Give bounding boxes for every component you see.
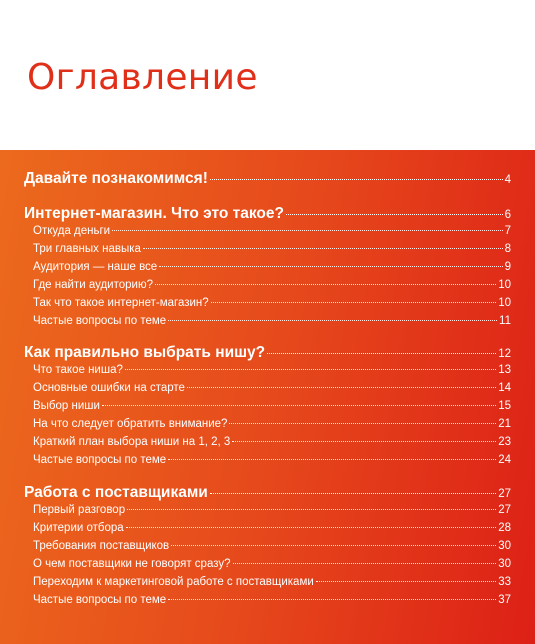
toc-page-number: 6 xyxy=(504,209,511,221)
dotted-leader xyxy=(125,369,496,370)
dotted-leader xyxy=(168,459,496,460)
toc-item-label: Что такое ниша? xyxy=(33,364,123,376)
toc-item-label: Основные ошибки на старте xyxy=(33,382,185,394)
toc-page-number: 9 xyxy=(504,261,511,273)
toc-item[interactable] xyxy=(33,400,511,412)
dotted-leader xyxy=(112,230,502,231)
toc-item-label: Первый разговор xyxy=(33,504,126,516)
toc-section-2[interactable] xyxy=(24,205,511,223)
toc-section-1[interactable] xyxy=(24,170,511,188)
toc-item[interactable] xyxy=(33,418,511,430)
dotted-leader xyxy=(210,179,503,180)
toc-section-title: Интернет-магазин. Что это такое? xyxy=(24,205,284,222)
toc-item[interactable] xyxy=(33,243,511,255)
dotted-leader xyxy=(127,509,496,510)
toc-page-number: 28 xyxy=(498,522,511,534)
dotted-leader xyxy=(143,248,503,249)
title-area xyxy=(0,0,535,150)
toc-item[interactable] xyxy=(33,522,511,534)
dotted-leader xyxy=(229,423,496,424)
toc-page-number: 15 xyxy=(498,400,511,412)
toc-item[interactable] xyxy=(33,576,511,588)
dotted-leader xyxy=(233,563,497,564)
toc-page-number: 11 xyxy=(499,315,511,327)
dotted-leader xyxy=(168,599,496,600)
toc-item[interactable] xyxy=(33,558,511,570)
toc-section-title: Давайте познакомимся! xyxy=(24,170,208,187)
toc-section-title: Как правильно выбрать нишу? xyxy=(24,344,266,361)
dotted-leader xyxy=(155,284,496,285)
page-title: Оглавление xyxy=(27,57,258,98)
toc-page-number: 33 xyxy=(498,576,511,588)
toc-page-number: 8 xyxy=(504,243,511,255)
toc-section-3[interactable] xyxy=(24,344,511,362)
toc-item-label: Частые вопросы по теме xyxy=(33,454,167,466)
toc-item-label: Три главных навыка xyxy=(33,243,141,255)
toc-item[interactable] xyxy=(33,261,511,273)
toc-page-number: 24 xyxy=(498,454,511,466)
dotted-leader xyxy=(187,387,496,388)
dotted-leader xyxy=(267,353,496,354)
toc-page-number: 21 xyxy=(498,418,511,430)
toc-item-label: Краткий план выбора ниши на 1, 2, 3 xyxy=(33,436,231,448)
toc-item-label: Аудитория — наше все xyxy=(33,261,158,273)
toc-panel xyxy=(0,150,535,644)
toc-item[interactable] xyxy=(33,279,511,291)
dotted-leader xyxy=(211,302,497,303)
toc-page-number: 23 xyxy=(498,436,511,448)
toc-item-label: На что следует обратить внимание? xyxy=(33,418,228,430)
toc-page-number: 27 xyxy=(498,488,511,500)
toc-item-label: Частые вопросы по теме xyxy=(33,315,167,327)
toc-page-number: 10 xyxy=(498,279,511,291)
toc-item[interactable] xyxy=(33,436,511,448)
toc-item[interactable] xyxy=(33,540,511,552)
toc-item[interactable] xyxy=(33,315,511,327)
toc-item[interactable] xyxy=(33,225,511,237)
toc-item-label: Где найти аудиторию? xyxy=(33,279,153,291)
dotted-leader xyxy=(316,581,496,582)
toc-item[interactable] xyxy=(33,297,511,309)
toc-page-number: 10 xyxy=(498,297,511,309)
toc-page-number: 12 xyxy=(498,348,511,360)
toc-item-label: Выбор ниши xyxy=(33,400,100,412)
dotted-leader xyxy=(286,214,503,215)
toc-item[interactable] xyxy=(33,504,511,516)
toc-item[interactable] xyxy=(33,364,511,376)
toc-item[interactable] xyxy=(33,454,511,466)
toc-item-label: Частые вопросы по теме xyxy=(33,594,167,606)
dotted-leader xyxy=(159,266,502,267)
toc-section-title: Работа с поставщиками xyxy=(24,484,208,501)
toc-item-label: Критерии отбора xyxy=(33,522,124,534)
toc-item-label: Откуда деньги xyxy=(33,225,111,237)
toc-section-4[interactable] xyxy=(24,484,511,502)
toc-page-number: 13 xyxy=(498,364,511,376)
toc-page-number: 37 xyxy=(498,594,511,606)
toc-item-label: О чем поставщики не говорят сразу? xyxy=(33,558,231,570)
toc-page-number: 7 xyxy=(504,225,511,237)
toc-page-number: 27 xyxy=(498,504,511,516)
toc-item-label: Переходим к маркетинговой работе с поставщиками xyxy=(33,576,314,588)
dotted-leader xyxy=(126,527,497,528)
dotted-leader xyxy=(171,545,496,546)
toc-page-number: 14 xyxy=(498,382,511,394)
dotted-leader xyxy=(102,405,496,406)
dotted-leader xyxy=(168,320,497,321)
dotted-leader xyxy=(210,493,496,494)
toc-item-label: Требования поставщиков xyxy=(33,540,170,552)
toc-page-number: 4 xyxy=(504,174,511,186)
toc-page-number: 30 xyxy=(498,558,511,570)
toc-item-label: Так что такое интернет-магазин? xyxy=(33,297,209,309)
dotted-leader xyxy=(232,441,496,442)
toc-item[interactable] xyxy=(33,594,511,606)
toc-item[interactable] xyxy=(33,382,511,394)
toc-page-number: 30 xyxy=(498,540,511,552)
